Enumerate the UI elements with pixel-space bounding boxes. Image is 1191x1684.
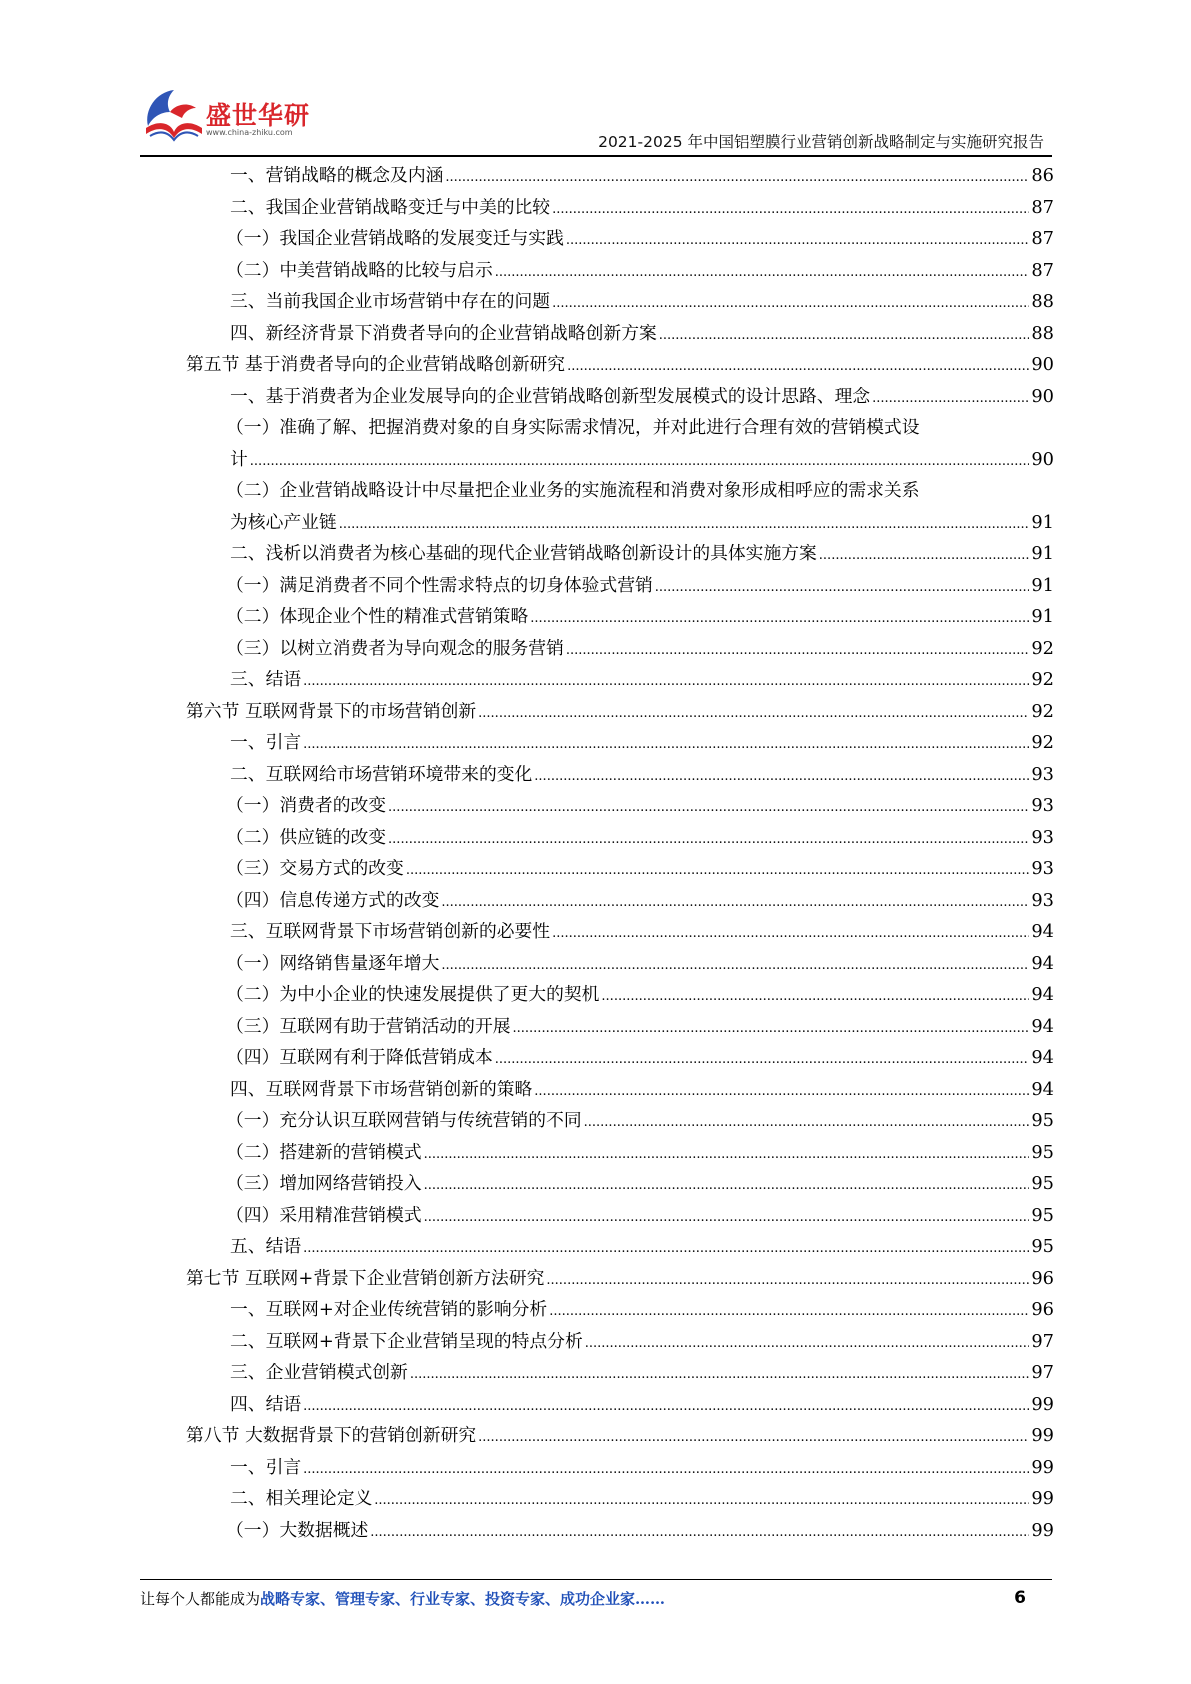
- toc-leader-dots: [872, 381, 1029, 415]
- toc-entry[interactable]: [186, 790, 1054, 822]
- toc-entry[interactable]: [186, 853, 1054, 885]
- toc-entry[interactable]: [186, 1074, 1054, 1106]
- toc-entry-title: （四）采用精准营销模式: [226, 1204, 422, 1226]
- toc-leader-dots: [424, 1137, 1030, 1171]
- report-title: 2021-2025 年中国铝塑膜行业营销创新战略制定与实施研究报告: [598, 133, 1044, 151]
- toc-leader-dots: [441, 948, 1029, 982]
- toc-entry-title: 一、基于消费者为企业发展导向的企业营销战略创新型发展模式的设计思路、理念: [230, 385, 871, 407]
- toc-entry-page: 93: [1031, 858, 1054, 879]
- toc-leader-dots: [303, 1452, 1029, 1486]
- toc-entry-page: 88: [1031, 291, 1054, 312]
- toc-entry[interactable]: [186, 979, 1054, 1011]
- toc-entry-title: （一）我国企业营销战略的发展变迁与实践: [226, 228, 564, 249]
- toc-entry-title: （二）中美营销战略的比较与启示: [226, 259, 493, 281]
- toc-entry[interactable]: [186, 538, 1054, 570]
- toc-entry[interactable]: [186, 1515, 1054, 1547]
- toc-entry-title: （一）消费者的改变: [226, 795, 387, 816]
- toc-entry-page: 90: [1031, 354, 1054, 375]
- toc-entry[interactable]: [186, 664, 1054, 696]
- toc-entry-page: 92: [1031, 700, 1054, 722]
- toc-entry[interactable]: [186, 1452, 1054, 1484]
- toc-entry[interactable]: [186, 1263, 1054, 1295]
- toc-leader-dots: [495, 255, 1030, 289]
- toc-entry-title: （三）交易方式的改变: [226, 858, 404, 879]
- toc-entry-page: 95: [1031, 1204, 1054, 1226]
- toc-entry[interactable]: [186, 381, 1054, 413]
- logo-brand-name: 盛世华研: [206, 101, 311, 130]
- toc-entry-page: 90: [1031, 385, 1054, 407]
- toc-entry-title: （一）准确了解、把握消费对象的自身实际需求情况，并对此进行合理有效的营销模式设: [226, 417, 920, 438]
- toc-entry-page: 99: [1031, 1488, 1054, 1509]
- toc-entry-title: （四）互联网有利于降低营销成本: [226, 1047, 493, 1068]
- toc-entry-title: （三）增加网络营销投入: [226, 1173, 422, 1194]
- toc-entry-title: 第七节 互联网+背景下企业营销创新方法研究: [186, 1267, 545, 1289]
- toc-entry-page: 93: [1031, 826, 1054, 848]
- toc-entry[interactable]: [186, 412, 1054, 444]
- toc-entry-page: 94: [1031, 1015, 1054, 1037]
- toc-entry[interactable]: [186, 1042, 1054, 1074]
- toc-leader-dots: [303, 1231, 1029, 1265]
- toc-entry-title: 四、互联网背景下市场营销创新的策略: [230, 1078, 533, 1100]
- toc-entry[interactable]: [186, 1137, 1054, 1169]
- toc-entry-title: 第五节 基于消费者导向的企业营销战略创新研究: [186, 354, 566, 375]
- toc-leader-dots: [552, 286, 1029, 320]
- toc-leader-dots: [406, 853, 1030, 887]
- toc-entry[interactable]: [186, 948, 1054, 980]
- toc-entry-page: 97: [1031, 1362, 1054, 1383]
- toc-entry-title: 三、互联网背景下市场营销创新的必要性: [230, 921, 551, 942]
- toc-entry-page: 93: [1031, 889, 1054, 911]
- toc-entry-title: 二、浅析以消费者为核心基础的现代企业营销战略创新设计的具体实施方案: [230, 543, 817, 564]
- toc-entry-title: 五、结语: [230, 1236, 302, 1257]
- toc-leader-dots: [388, 790, 1029, 824]
- toc-entry-title: 四、新经济背景下消费者导向的企业营销战略创新方案: [230, 322, 657, 344]
- toc-entry-page: 87: [1031, 259, 1054, 281]
- toc-entry-title: 二、我国企业营销战略变迁与中美的比较: [230, 196, 551, 218]
- toc-entry-page: 91: [1031, 511, 1054, 533]
- toc-entry[interactable]: [186, 223, 1054, 255]
- toc-leader-dots: [601, 979, 1029, 1013]
- toc-entry-title: 一、营销战略的概念及内涵: [230, 165, 444, 186]
- toc-entry-page: 91: [1031, 574, 1054, 596]
- toc-entry-title: 第六节 互联网背景下的市场营销创新: [186, 700, 477, 722]
- toc-entry-title: 为核心产业链: [230, 511, 337, 533]
- toc-leader-dots: [552, 192, 1029, 226]
- toc-entry-title: （二）为中小企业的快速发展提供了更大的契机: [226, 984, 600, 1005]
- toc-entry[interactable]: [186, 727, 1054, 759]
- toc-leader-dots: [388, 822, 1029, 856]
- toc-entry-page: 92: [1031, 732, 1054, 753]
- toc-entry-page: 94: [1031, 1078, 1054, 1100]
- toc-leader-dots: [566, 223, 1030, 257]
- toc-entry[interactable]: [186, 570, 1054, 602]
- toc-entry-title: 二、互联网给市场营销环境带来的变化: [230, 763, 533, 785]
- toc-entry[interactable]: [186, 1357, 1054, 1389]
- toc-entry-title: 三、当前我国企业市场营销中存在的问题: [230, 291, 551, 312]
- toc-entry-title: 三、结语: [230, 669, 302, 690]
- toc-entry-page: 86: [1031, 165, 1054, 186]
- toc-leader-dots: [424, 1168, 1030, 1202]
- toc-leader-dots: [424, 1200, 1030, 1234]
- toc-entry[interactable]: [186, 1326, 1054, 1358]
- toc-entry-page: 95: [1031, 1141, 1054, 1163]
- toc-entry-title: （一）充分认识互联网营销与传统营销的不同: [226, 1110, 582, 1131]
- toc-leader-dots: [303, 664, 1029, 698]
- toc-entry-page: 94: [1031, 921, 1054, 942]
- toc-entry-title: （四）信息传递方式的改变: [226, 889, 440, 911]
- toc-entry[interactable]: [186, 1294, 1054, 1326]
- toc-entry[interactable]: [186, 1420, 1054, 1452]
- toc-entry-title: 计: [230, 448, 248, 470]
- toc-entry-page: 96: [1031, 1267, 1054, 1289]
- toc-entry[interactable]: [186, 633, 1054, 665]
- toc-entry-title: （一）满足消费者不同个性需求特点的切身体验式营销: [226, 574, 653, 596]
- toc-entry-page: 96: [1031, 1299, 1054, 1320]
- toc-leader-dots: [552, 916, 1029, 950]
- toc-entry-page: 91: [1031, 543, 1054, 564]
- toc-entry[interactable]: [186, 1105, 1054, 1137]
- toc-entry[interactable]: [186, 1200, 1054, 1232]
- toc-entry-page: 99: [1031, 1425, 1054, 1446]
- toc-entry-page: 97: [1031, 1330, 1054, 1352]
- toc-leader-dots: [478, 1420, 1029, 1454]
- table-of-contents: [186, 160, 1054, 1546]
- toc-entry-title: （二）体现企业个性的精准式营销策略: [226, 606, 529, 627]
- toc-leader-dots: [585, 1326, 1030, 1360]
- toc-leader-dots: [530, 601, 1029, 635]
- toc-leader-dots: [478, 696, 1029, 730]
- company-logo: [140, 82, 330, 152]
- toc-entry[interactable]: [186, 507, 1054, 539]
- toc-entry-page: 87: [1031, 196, 1054, 218]
- toc-entry-title: （一）网络销售量逐年增大: [226, 952, 440, 974]
- toc-leader-dots: [546, 1263, 1029, 1297]
- toc-entry[interactable]: [186, 916, 1054, 948]
- toc-entry-title: （三）以树立消费者为导向观念的服务营销: [226, 637, 564, 659]
- toc-entry[interactable]: [186, 255, 1054, 287]
- toc-entry[interactable]: [186, 696, 1054, 728]
- toc-entry-page: 91: [1031, 606, 1054, 627]
- toc-leader-dots: [534, 1074, 1029, 1108]
- toc-entry-title: （二）供应链的改变: [226, 826, 387, 848]
- page-header: [140, 82, 1052, 154]
- toc-entry-page: 92: [1031, 669, 1054, 690]
- toc-entry[interactable]: [186, 1389, 1054, 1421]
- logo-url: www.china-zhiku.com: [206, 128, 293, 137]
- toc-leader-dots: [513, 1011, 1030, 1045]
- toc-entry-title: 二、互联网+背景下企业营销呈现的特点分析: [230, 1330, 583, 1352]
- toc-entry-page: 94: [1031, 1047, 1054, 1068]
- toc-leader-dots: [567, 349, 1029, 383]
- footer-divider: [140, 1579, 1052, 1580]
- toc-entry-page: 90: [1031, 448, 1054, 470]
- toc-entry-title: （一）大数据概述: [226, 1519, 369, 1541]
- toc-leader-dots: [445, 160, 1029, 194]
- toc-entry-title: （二）企业营销战略设计中尽量把企业业务的实施流程和消费对象形成相呼应的需求关系: [226, 480, 920, 501]
- toc-entry-title: （三）互联网有助于营销活动的开展: [226, 1015, 511, 1037]
- toc-leader-dots: [584, 1105, 1030, 1139]
- toc-entry-page: 95: [1031, 1236, 1054, 1257]
- toc-leader-dots: [303, 1389, 1029, 1423]
- toc-entry-page: 93: [1031, 795, 1054, 816]
- toc-entry-page: 94: [1031, 952, 1054, 974]
- header-divider: [140, 155, 1052, 157]
- toc-entry[interactable]: [186, 444, 1054, 476]
- toc-leader-dots: [370, 1515, 1029, 1549]
- toc-entry-page: 99: [1031, 1456, 1054, 1478]
- toc-entry[interactable]: [186, 475, 1054, 507]
- toc-leader-dots: [534, 759, 1029, 793]
- toc-entry[interactable]: [186, 1231, 1054, 1263]
- toc-entry-page: 94: [1031, 984, 1054, 1005]
- toc-leader-dots: [250, 444, 1030, 478]
- logo-emblem-icon: [140, 82, 206, 146]
- toc-entry-title: 一、引言: [230, 732, 302, 753]
- toc-entry[interactable]: [186, 1011, 1054, 1043]
- toc-leader-dots: [495, 1042, 1030, 1076]
- toc-leader-dots: [339, 507, 1030, 541]
- toc-entry[interactable]: [186, 1483, 1054, 1515]
- toc-entry-title: 四、结语: [230, 1393, 302, 1415]
- page-number: 6: [1014, 1588, 1026, 1608]
- toc-entry[interactable]: [186, 349, 1054, 381]
- toc-entry-page: 95: [1031, 1173, 1054, 1194]
- toc-entry-title: 一、互联网+对企业传统营销的影响分析: [230, 1299, 548, 1320]
- footer-slogan-lead: 让每个人都能成为: [140, 1590, 261, 1608]
- toc-leader-dots: [819, 538, 1030, 572]
- toc-entry-page: 95: [1031, 1110, 1054, 1131]
- toc-leader-dots: [659, 318, 1030, 352]
- toc-leader-dots: [303, 727, 1029, 761]
- toc-leader-dots: [549, 1294, 1029, 1328]
- toc-entry-page: 99: [1031, 1393, 1054, 1415]
- toc-entry[interactable]: [186, 822, 1054, 854]
- footer-slogan-highlight: 战略专家、管理专家、行业专家、投资专家、成功企业家……: [260, 1590, 666, 1608]
- page-footer: [140, 1588, 1052, 1618]
- toc-entry[interactable]: [186, 601, 1054, 633]
- toc-entry-title: 二、相关理论定义: [230, 1488, 373, 1509]
- toc-entry-page: 88: [1031, 322, 1054, 344]
- toc-entry[interactable]: [186, 318, 1054, 350]
- toc-leader-dots: [410, 1357, 1030, 1391]
- toc-entry[interactable]: [186, 192, 1054, 224]
- toc-leader-dots: [374, 1483, 1029, 1517]
- toc-entry[interactable]: [186, 160, 1054, 192]
- toc-leader-dots: [566, 633, 1030, 667]
- toc-entry-title: 三、企业营销模式创新: [230, 1362, 408, 1383]
- toc-entry[interactable]: [186, 1168, 1054, 1200]
- toc-entry-page: 93: [1031, 763, 1054, 785]
- toc-entry[interactable]: [186, 885, 1054, 917]
- toc-entry-title: 第八节 大数据背景下的营销创新研究: [186, 1425, 477, 1446]
- toc-leader-dots: [441, 885, 1029, 919]
- toc-entry-title: 一、引言: [230, 1456, 302, 1478]
- toc-entry-title: （二）搭建新的营销模式: [226, 1141, 422, 1163]
- toc-entry[interactable]: [186, 759, 1054, 791]
- toc-entry-page: 87: [1031, 228, 1054, 249]
- toc-entry-page: 99: [1031, 1519, 1054, 1541]
- toc-entry[interactable]: [186, 286, 1054, 318]
- toc-leader-dots: [655, 570, 1030, 604]
- toc-entry-page: 92: [1031, 637, 1054, 659]
